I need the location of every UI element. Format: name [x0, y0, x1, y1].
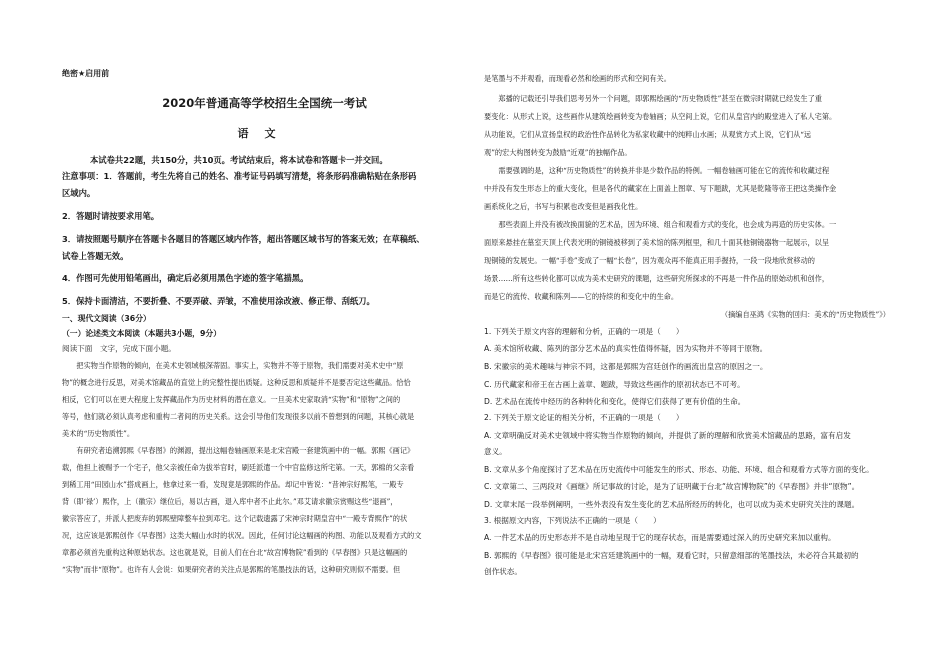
passage-line: 场景……所有这些转化都可以成为美术史研究的课题，这些研究所探求的不再是一件作品的原始动机和创作，: [484, 274, 830, 283]
passage-line: 现铜镜的发展史。一幅“手卷”变成了一幅“长卷”，因为观众再不能真正用手握持，一段一段地欣赏移动的: [484, 256, 815, 265]
note-3: 3．请按照题号顺序在答题卡各题目的答题区域内作答，超出答题区域书写的答案无效；在草稿纸、: [62, 234, 425, 244]
passage-line: 有研究者追溯郭熙《早春图》的渊源，提出这幅卷轴画原来是北宋宫殿一套建筑画中的一幅。郭熙《画记》: [62, 446, 415, 455]
note-1-cont: 区域内。: [62, 188, 96, 198]
question-1: 1. 下列关于原文内容的理解和分析，正确的一项是（ ）: [484, 327, 684, 336]
subject-title: 语文: [237, 127, 292, 140]
option-2a-cont: 意义。: [484, 447, 507, 456]
passage-line: “实物”而非“原物”。也许有人会说：如果研究者的关注点是郭熙的笔墨技法的话，这种研究则似不需要。但: [62, 565, 401, 574]
option-3b-cont: 创作状态。: [484, 567, 522, 576]
question-2: 2. 下列关于原文论证的相关分析，不正确的一项是（ ）: [484, 413, 684, 422]
passage-line: 载，他担上被赐予一个宅子，他父亲被任命为拔举官时，刷廷派遣一个中官监修这所宅第。一天，郭棉的父亲看: [62, 463, 415, 472]
note-5: 5．保持卡面清洁，不要折叠、不要弄破、弄皱，不准使用涂改液、修正带、刮纸刀。: [62, 296, 375, 306]
note-2: 2．答题时请按要求用笔。: [62, 211, 160, 221]
reading-prompt: 阅读下面 文字，完成下面小题。: [62, 344, 176, 353]
subsection-heading: （一）论述类文本阅读（本题共3小题，9分）: [62, 329, 221, 338]
option-3a: A. 一件艺术品的历史形态并不是自动地呈现于它的现存状态，而是需要通过深入的历史研究来加以重构。: [484, 533, 836, 542]
passage-line: 是笔墨与不并观看，而现看必然和绘画的形式和空间有关。: [484, 74, 671, 83]
passage-line: 到稀工用“田园山水”搭成画上，他拿过来一看，发现竟是郭熙的作品。却记中皆说：“昔神宗好熙笔，一殿专: [62, 480, 404, 489]
passage-line: 况，这应该是郭熙创作《早春图》这类大幅山水时的状况。因此，任何讨论这幅画的构图、功能以及观看方式的文: [62, 531, 422, 540]
option-2d: D. 文章末尾一段举例阐明，一些外表没有发生变化的艺术品所经历的转化，也可以成为美术史研究关注的课题。: [484, 500, 860, 509]
option-2c: C. 文章第二、三两段对《画继》所记事故的讨论，是为了证明藏于台北“故宫博物院”的《早春图》并非“原物”。: [484, 482, 860, 491]
note-4: 4．作图可先使用铅笔画出，确定后必须用黑色字迹的签字笔描黑。: [62, 273, 309, 283]
passage-citation: （摘编自巫鸿《实物的回归：美术的“历史物质性”》）: [720, 310, 890, 319]
passage-line: 而是它的流传、收藏和陈列——它的持续的和变化中的生命。: [484, 292, 679, 301]
passage-line: 画系统化之后，书写与积累也改变但是画我化性。: [484, 202, 643, 211]
option-1b: B. 宋徽宗的美术趣味与神宗不同，这都是郭熙为宫廷创作的画流出皇宫的原因之一。: [484, 362, 768, 371]
passage-line: 需要强调的是，这种“历史物质性”的转换并非是少数作品的特例。一幅卷轴画可能在它的流传和收藏过程: [484, 166, 830, 175]
passage-line: 中并没有发生形态上的重大变化，但是各代的藏家在上面盖上图章、写下题跋，尤其是乾隆等帝王把这类操作金: [484, 184, 837, 193]
passage-line: 物”的概念进行反思，对美术馆藏品的直觉上的完整性提出质疑。这种反思和质疑并不是要否定这些藏品。恰恰: [62, 378, 411, 387]
passage-line: 观”的宏大构图转变为鼓励“近观”的独幅作品。: [484, 148, 632, 157]
option-1a: A. 美术馆所收藏、陈列的部分艺术品的真实性值得怀疑，因为实物并不等同于原物。: [484, 344, 768, 353]
option-1c: C. 历代藏家和帝王在古画上盖章、题跋，导致这些画作的原初状态已不可考。: [484, 380, 745, 389]
question-3: 3. 根据原文内容，下列说法不正确的一项是（ ）: [484, 516, 661, 525]
passage-line: 要变化：从形式上说，这些画作从建筑绘画转变为卷轴画；从空间上说，它们从皇宫内的殿堂进入了私人宅第。: [484, 112, 837, 121]
passage-line: 美术的“历史物质性”。: [62, 429, 135, 438]
passage-line: 那些表面上并没有被改换面貌的艺术品，因为环境、组合和观看方式的变化，也会成为再造的历史实体。一: [484, 220, 837, 229]
passage-line: 背（即‘禄’）熙作，上（徽宗）继位后，易以古画，退入库中者不止此尔。”邓艾请求徽宗赏赐这些“退画”，: [62, 497, 398, 506]
passage-line: 等号，他们就必须认真考虑和重构二者间的历史关系。这会引导他们发现很多以前不曾想到的问题，其核心就是: [62, 412, 415, 421]
option-3b: B. 郭熙的《早春图》很可能是北宋宫廷建筑画中的一幅，观看它时，只留意细部的笔墨技法，未必符合其最初的: [484, 551, 859, 560]
option-1d: D. 艺术品在流传中经历的各种转化和变化，使得它们获得了更有价值的生命。: [484, 397, 746, 406]
note-3-cont: 试卷上答题无效。: [62, 251, 129, 261]
passage-line: 章都必须首先重构这种原始状态。这也就是说，目前人们在台北“故宫博物院”看到的《早春图》只是这幅画的: [62, 548, 408, 557]
passage-line: 把实物当作原物的倾向，在美术史领域根深蒂固。事实上，实物并不等于原物，我们需要对美术史中“原: [62, 361, 404, 370]
note-1: 注意事项：1．答题前，考生先将自己的姓名、准考证号码填写清楚，将条形码准确粘贴在条形码: [62, 171, 417, 181]
passage-line: 从功能说，它们从宣扬皇权的政治性作品转化为私家收藏中的纯粹山水画；从观赏方式上说，它们从“远: [484, 130, 812, 139]
passage-line: 相反，它们可以在更大程度上发挥藏品作为历史材料的潜在意义。一旦美术史家取消“实物”和“原物”之间的: [62, 395, 401, 404]
secret-label: 绝密★启用前: [62, 69, 110, 78]
passage-line: 面原来悬挂在墓室天顶上代表光明的铜镜被移到了美术馆的陈列框里，和几十面其他铜镜器物一起展示，以呈: [484, 238, 830, 247]
exam-title: 2020年普通高等学校招生全国统一考试: [162, 96, 367, 110]
exam-intro: 本试卷共22题，共150分，共10页。考试结束后，将本试卷和答题卡一并交回。: [90, 155, 388, 165]
option-2b: B. 文章从多个角度探讨了艺术品在历史流传中可能发生的形式、形态、功能、环境、组合和观看方式等方面的变化。: [484, 465, 874, 474]
passage-line: 徽宗答应了，并派人把废弃的郭熙壁障整车拉到邓宅。这个记载遗露了宋神宗时期皇宫中“一殿专背熙作”的状: [62, 514, 408, 523]
section-heading: 一、现代文阅读（36分）: [62, 314, 151, 323]
passage-line: 郑播的记载还引导我们思考另外一个问题，即郭熙绘画的“历史物质性”甚至在微宗时期就已经发生了重: [484, 94, 822, 103]
option-2a: A. 文章明确反对美术史领域中将实物当作原物的倾向，并提供了新的理解和欣赏美术馆藏品的思路，富有启发: [484, 431, 851, 440]
